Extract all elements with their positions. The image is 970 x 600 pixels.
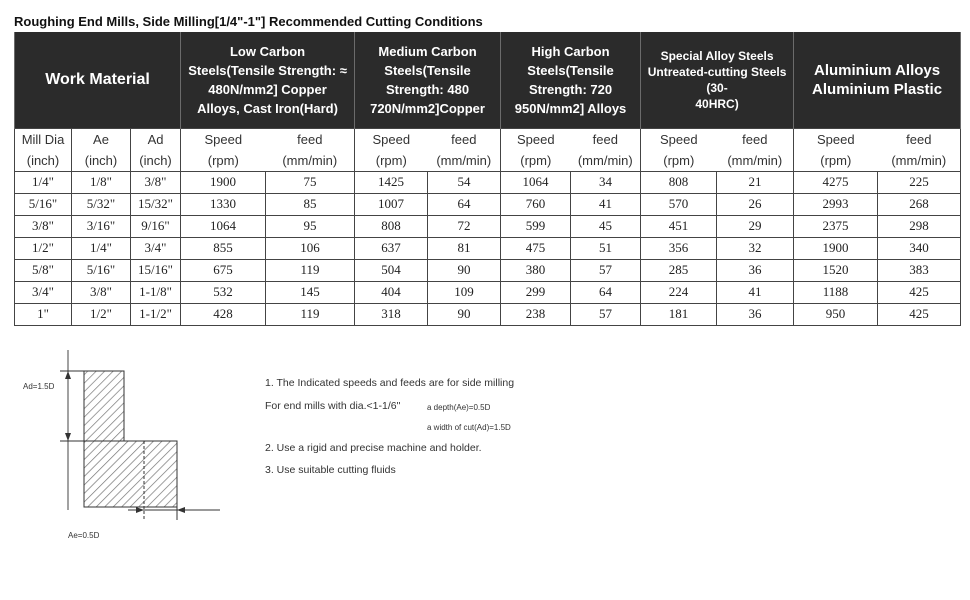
speed-cell: 475 — [501, 237, 571, 259]
speed-cell: 224 — [641, 281, 717, 303]
feed-cell: 81 — [428, 237, 501, 259]
feed-cell: 268 — [878, 193, 961, 215]
speed-cell: 1330 — [181, 193, 266, 215]
mill-dia-cell: 5/16" — [15, 193, 72, 215]
arrow-up-icon — [65, 371, 71, 379]
unit-rpm: (rpm) — [501, 150, 571, 172]
feed-cell: 75 — [266, 171, 355, 193]
unit-mm-min: (mm/min) — [878, 150, 961, 172]
note-1-detail: For end mills with dia.<1-1/6" — [265, 400, 401, 412]
col-label-ae: Ae — [72, 128, 131, 150]
table-row — [15, 303, 961, 325]
column-label-row — [15, 128, 961, 150]
note-1: 1. The Indicated speeds and feeds are for side milling — [265, 377, 515, 389]
speed-cell: 1520 — [794, 259, 878, 281]
speed-cell: 808 — [355, 215, 428, 237]
arrow-left-icon — [177, 507, 185, 513]
speed-cell: 637 — [355, 237, 428, 259]
note-3: 3. Use suitable cutting fluids — [265, 464, 396, 476]
feed-cell: 29 — [717, 215, 794, 237]
feed-cell: 34 — [571, 171, 641, 193]
cutting-conditions-table — [14, 32, 961, 326]
feed-cell: 85 — [266, 193, 355, 215]
feed-cell: 425 — [878, 281, 961, 303]
col-label-feed: feed — [571, 128, 641, 150]
speed-cell: 1064 — [181, 215, 266, 237]
material-line: 720N/mm2]Copper — [370, 100, 485, 116]
ad-cell: 9/16" — [131, 215, 181, 237]
unit-mm-min: (mm/min) — [717, 150, 794, 172]
ad-cell: 3/4" — [131, 237, 181, 259]
material-line: Aluminium Alloys — [813, 61, 941, 79]
feed-cell: 54 — [428, 171, 501, 193]
feed-cell: 64 — [428, 193, 501, 215]
data-rows — [15, 171, 961, 325]
speed-cell: 181 — [641, 303, 717, 325]
work-material-header: Work Material — [15, 32, 181, 128]
mill-dia-cell: 1/4" — [15, 171, 72, 193]
ae-cell: 1/2" — [72, 303, 131, 325]
mill-dia-cell: 1/2" — [15, 237, 72, 259]
speed-cell: 760 — [501, 193, 571, 215]
speed-cell: 532 — [181, 281, 266, 303]
arrow-right-icon — [136, 507, 144, 513]
unit-inch: (inch) — [131, 150, 181, 172]
material-header-high-carbon — [501, 32, 641, 128]
unit-inch: (inch) — [15, 150, 72, 172]
feed-cell: 90 — [428, 259, 501, 281]
speed-cell: 1425 — [355, 171, 428, 193]
feed-cell: 32 — [717, 237, 794, 259]
ad-cell: 15/32" — [131, 193, 181, 215]
ad-cell: 3/8" — [131, 171, 181, 193]
table-row — [15, 171, 961, 193]
speed-cell: 2993 — [794, 193, 878, 215]
note-1-width: a width of cut(Ad)=1.5D — [427, 423, 511, 432]
col-label-speed: Speed — [355, 128, 428, 150]
material-header-aluminium — [794, 32, 961, 128]
table-row — [15, 215, 961, 237]
speed-cell: 238 — [501, 303, 571, 325]
material-line: High Carbon — [531, 43, 610, 59]
ae-cell: 3/16" — [72, 215, 131, 237]
feed-cell: 57 — [571, 259, 641, 281]
col-label-speed: Speed — [794, 128, 878, 150]
speed-cell: 950 — [794, 303, 878, 325]
col-label-speed: Speed — [501, 128, 571, 150]
feed-cell: 41 — [717, 281, 794, 303]
feed-cell: 64 — [571, 281, 641, 303]
material-line: Strength: 720 — [529, 81, 613, 97]
feed-cell: 340 — [878, 237, 961, 259]
material-line: Untreated-cutting Steels — [647, 64, 787, 79]
speed-cell: 1188 — [794, 281, 878, 303]
mill-dia-cell: 3/4" — [15, 281, 72, 303]
ad-label: Ad=1.5D — [23, 382, 55, 391]
speed-cell: 428 — [181, 303, 266, 325]
page-title: Roughing End Mills, Side Milling[1/4"-1"] Recommended Cutting Conditions — [14, 14, 483, 29]
speed-cell: 1007 — [355, 193, 428, 215]
speed-cell: 570 — [641, 193, 717, 215]
speed-cell: 404 — [355, 281, 428, 303]
col-label-ad: Ad — [131, 128, 181, 150]
cut-region-lower — [84, 441, 177, 507]
ae-cell: 5/32" — [72, 193, 131, 215]
speed-cell: 380 — [501, 259, 571, 281]
table-row — [15, 281, 961, 303]
feed-cell: 298 — [878, 215, 961, 237]
speed-cell: 808 — [641, 171, 717, 193]
speed-cell: 2375 — [794, 215, 878, 237]
col-label-feed: feed — [266, 128, 355, 150]
feed-cell: 51 — [571, 237, 641, 259]
table-row — [15, 193, 961, 215]
material-header-medium-carbon — [355, 32, 501, 128]
unit-mm-min: (mm/min) — [571, 150, 641, 172]
col-label-feed: feed — [717, 128, 794, 150]
speed-cell: 675 — [181, 259, 266, 281]
feed-cell: 95 — [266, 215, 355, 237]
speed-cell: 1900 — [181, 171, 266, 193]
unit-rpm: (rpm) — [794, 150, 878, 172]
feed-cell: 145 — [266, 281, 355, 303]
feed-cell: 45 — [571, 215, 641, 237]
feed-cell: 57 — [571, 303, 641, 325]
feed-cell: 26 — [717, 193, 794, 215]
feed-cell: 225 — [878, 171, 961, 193]
ae-cell: 1/4" — [72, 237, 131, 259]
material-line: Special Alloy Steels — [660, 48, 774, 63]
mill-dia-cell: 1" — [15, 303, 72, 325]
material-line: Medium Carbon — [378, 43, 477, 59]
feed-cell: 109 — [428, 281, 501, 303]
ad-cell: 15/16" — [131, 259, 181, 281]
mill-dia-cell: 3/8" — [15, 215, 72, 237]
mill-dia-cell: 5/8" — [15, 259, 72, 281]
feed-cell: 21 — [717, 171, 794, 193]
feed-cell: 41 — [571, 193, 641, 215]
feed-cell: 383 — [878, 259, 961, 281]
speed-cell: 4275 — [794, 171, 878, 193]
feed-cell: 425 — [878, 303, 961, 325]
speed-cell: 356 — [641, 237, 717, 259]
material-line: 40HRC) — [695, 96, 739, 111]
material-line: Alloys, Cast Iron(Hard) — [197, 100, 338, 116]
arrow-down-icon — [65, 433, 71, 441]
col-label-feed: feed — [878, 128, 961, 150]
material-line: 480N/mm2] Copper — [208, 81, 327, 97]
material-line: Aluminium Plastic — [812, 80, 943, 98]
feed-cell: 106 — [266, 237, 355, 259]
col-label-mill-dia: Mill Dia — [15, 128, 72, 150]
unit-inch: (inch) — [72, 150, 131, 172]
col-label-feed: feed — [428, 128, 501, 150]
feed-cell: 90 — [428, 303, 501, 325]
material-line: Strength: 480 — [385, 81, 470, 97]
material-line: Low Carbon — [229, 43, 306, 59]
material-line: Steels(Tensile — [527, 62, 614, 78]
speed-cell: 285 — [641, 259, 717, 281]
speed-cell: 299 — [501, 281, 571, 303]
speed-cell: 451 — [641, 215, 717, 237]
material-line: (30- — [706, 80, 728, 95]
ae-cell: 3/8" — [72, 281, 131, 303]
ae-cell: 1/8" — [72, 171, 131, 193]
feed-cell: 36 — [717, 259, 794, 281]
ad-cell: 1-1/8" — [131, 281, 181, 303]
table-row — [15, 237, 961, 259]
material-header-low-carbon — [181, 32, 355, 128]
note-2: 2. Use a rigid and precise machine and holder. — [265, 442, 482, 454]
unit-rpm: (rpm) — [355, 150, 428, 172]
ad-cell: 1-1/2" — [131, 303, 181, 325]
material-header-row — [15, 32, 961, 128]
material-line: Steels(Tensile Strength: ≈ — [188, 62, 347, 78]
diagram-drawing — [20, 345, 260, 545]
material-line: Steels(Tensile — [384, 62, 471, 78]
speed-cell: 504 — [355, 259, 428, 281]
unit-rpm: (rpm) — [181, 150, 266, 172]
ae-label: Ae=0.5D — [68, 531, 100, 540]
feed-cell: 72 — [428, 215, 501, 237]
cut-region-ad — [84, 371, 124, 441]
unit-rpm: (rpm) — [641, 150, 717, 172]
note-1-depth: a depth(Ae)=0.5D — [427, 403, 491, 412]
speed-cell: 599 — [501, 215, 571, 237]
speed-cell: 855 — [181, 237, 266, 259]
material-header-special-alloy — [641, 32, 794, 128]
unit-mm-min: (mm/min) — [266, 150, 355, 172]
side-milling-diagram — [20, 345, 260, 545]
material-line: 950N/mm2] Alloys — [514, 100, 627, 116]
unit-mm-min: (mm/min) — [428, 150, 501, 172]
speed-cell: 1064 — [501, 171, 571, 193]
col-label-speed: Speed — [181, 128, 266, 150]
speed-cell: 318 — [355, 303, 428, 325]
table-row — [15, 259, 961, 281]
feed-cell: 36 — [717, 303, 794, 325]
col-label-speed: Speed — [641, 128, 717, 150]
feed-cell: 119 — [266, 303, 355, 325]
unit-row — [15, 150, 961, 172]
ae-cell: 5/16" — [72, 259, 131, 281]
feed-cell: 119 — [266, 259, 355, 281]
speed-cell: 1900 — [794, 237, 878, 259]
